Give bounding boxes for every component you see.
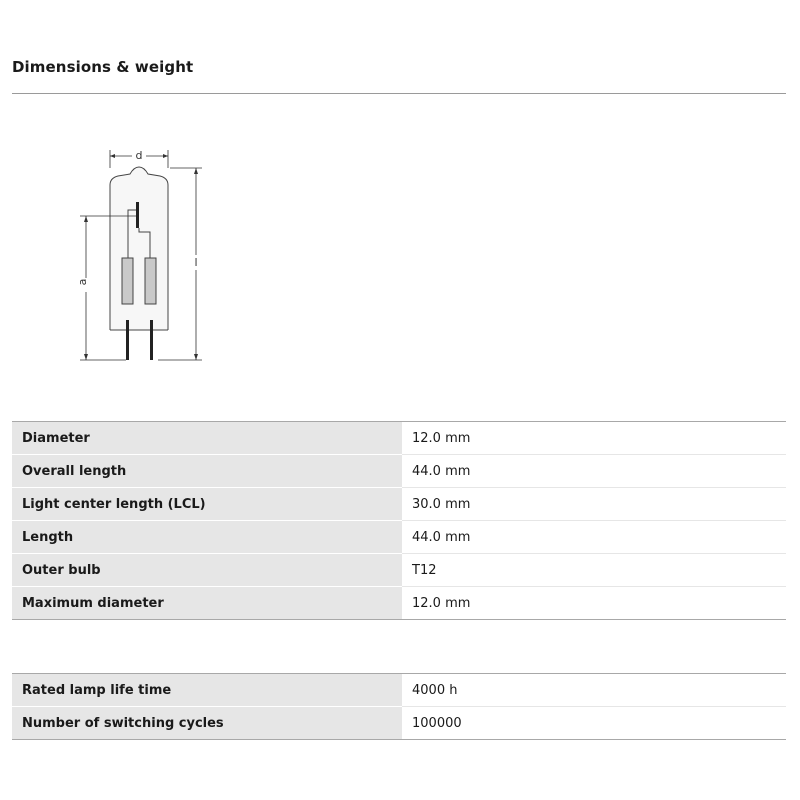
row-value: 4000 h: [402, 674, 786, 707]
row-value: 44.0 mm: [402, 455, 786, 488]
table-row: [12, 587, 786, 620]
row-value: 12.0 mm: [402, 422, 786, 455]
row-label: Diameter: [12, 422, 402, 455]
row-label: Light center length (LCL): [12, 488, 402, 521]
row-label: Length: [12, 521, 402, 554]
table-row: [12, 455, 786, 488]
row-value: 44.0 mm: [402, 521, 786, 554]
row-label: Maximum diameter: [12, 587, 402, 620]
section-title: Dimensions & weight: [12, 58, 194, 76]
label-d: d: [135, 149, 143, 162]
dimensions-table: [12, 421, 786, 620]
lamp-dimension-drawing: [70, 140, 220, 370]
table-row: [12, 488, 786, 521]
row-label: Outer bulb: [12, 554, 402, 587]
table-row: [12, 422, 786, 455]
row-value: T12: [402, 554, 786, 587]
row-label: Rated lamp life time: [12, 674, 402, 707]
row-value: 30.0 mm: [402, 488, 786, 521]
row-label: Overall length: [12, 455, 402, 488]
row-label: Number of switching cycles: [12, 707, 402, 740]
table-row: [12, 521, 786, 554]
title-divider: [12, 93, 786, 94]
table-row: [12, 707, 786, 740]
table-row: [12, 674, 786, 707]
lifespan-table: [12, 673, 786, 740]
label-a: a: [76, 278, 89, 286]
table-row: [12, 554, 786, 587]
row-value: 100000: [402, 707, 786, 740]
label-l: l: [194, 256, 198, 269]
row-value: 12.0 mm: [402, 587, 786, 620]
